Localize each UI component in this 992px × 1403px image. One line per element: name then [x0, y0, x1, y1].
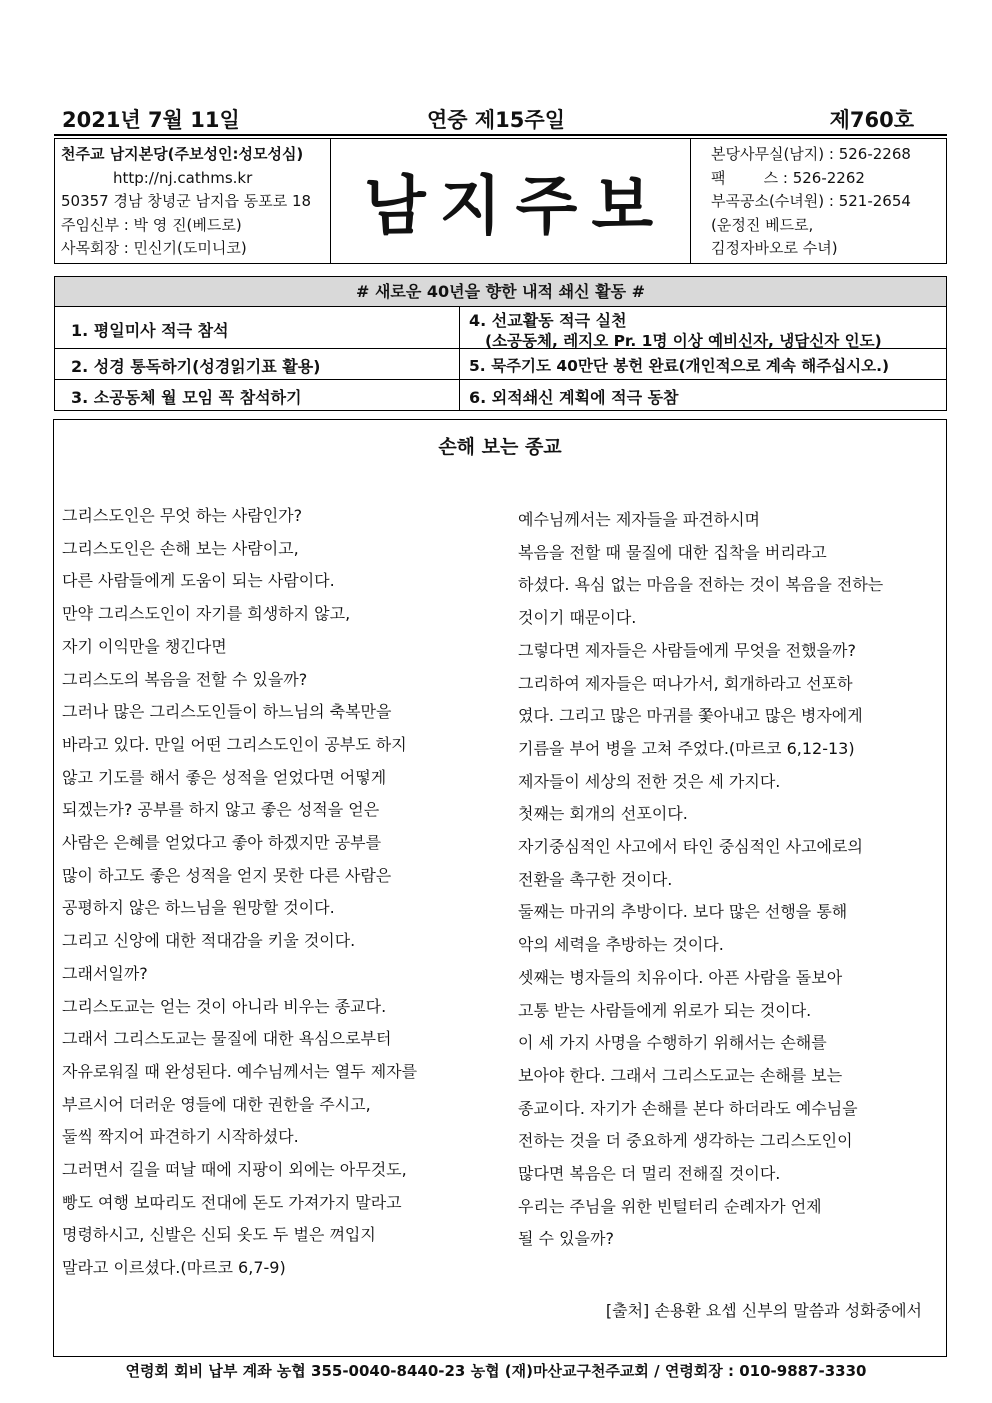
header-rule	[54, 134, 947, 136]
article-line: 우리는 주님을 위한 빈털터리 순례자가 언제	[518, 1196, 822, 1216]
fax: 팩 스 : 526-2262	[711, 168, 865, 187]
footer-account-info: 연령회 회비 납부 계좌 농협 355-0040-8440-23 농협 (재)마산교구천주교회 / 연령회장 : 010-9887-3330	[125, 1362, 867, 1380]
article-line: 그래서 그리스도교는 물질에 대한 욕심으로부터	[62, 1029, 392, 1049]
renewal-item-4: 4. 선교활동 적극 실천	[469, 311, 627, 330]
article-line: 그러면서 길을 떠날 때에 지팡이 외에는 아무것도,	[62, 1160, 407, 1180]
article-line: 다른 사람들에게 도움이 되는 사람이다.	[62, 571, 335, 591]
article-line: 첫째는 회개의 선포이다.	[518, 804, 688, 824]
article-line: 복음을 전할 때 물질에 대한 집착을 버리라고	[518, 542, 827, 562]
parish-address: 50357 경남 창녕군 남지읍 동포로 18	[61, 192, 312, 210]
issue-number: 제760호	[829, 108, 914, 132]
article-line: 셋째는 병자들의 치유이다. 아픈 사람을 돌보아	[518, 967, 843, 987]
bulletin-title: 남지주보	[363, 169, 668, 244]
article-line: 그리스도교는 얻는 것이 아니라 비우는 종교다.	[62, 996, 387, 1016]
article-line: 예수님께서는 제자들을 파견하시며	[518, 510, 761, 529]
article-line: 이 세 가지 사명을 수행하기 위해서는 손해를	[518, 1033, 827, 1053]
article-line: 부르시어 더러운 영들에 대한 권한을 주시고,	[62, 1094, 371, 1114]
article-title: 손해 보는 종교	[438, 436, 562, 458]
contact-info	[691, 139, 947, 263]
contact-note-1: (운정진 베드로,	[711, 215, 814, 234]
article-line: 말라고 이르셨다.(마르코 6,7-9)	[62, 1258, 286, 1278]
masthead-title-box	[331, 139, 691, 263]
renewal-item-5: 5. 묵주기도 40만단 봉헌 완료(개인적으로 계속 해주십시오.)	[469, 357, 890, 375]
article-line: 악의 세력을 추방하는 것이다.	[518, 935, 724, 955]
article-line: 그리스도인은 무엇 하는 사람인가?	[62, 506, 303, 525]
masthead	[54, 138, 947, 264]
article-line: 보아야 한다. 그래서 그리스도교는 손해를 보는	[518, 1065, 843, 1085]
renewal-table	[54, 276, 947, 411]
article-line: 되겠는가? 공부를 하지 않고 좋은 성적을 얻은	[62, 800, 380, 820]
article-line: 빵도 여행 보따리도 전대에 돈도 가져가지 말라고	[62, 1192, 402, 1212]
article-line: 하셨다. 욕심 없는 마음을 전하는 것이 복음을 전하는	[518, 575, 884, 595]
article-line: 그러나 많은 그리스도인들이 하느님의 축복만을	[62, 702, 392, 722]
article-line: 그리고 신앙에 대한 적대감을 키울 것이다.	[62, 931, 356, 951]
article-line: 많다면 복음은 더 멀리 전해질 것이다.	[518, 1164, 781, 1184]
article-line: 않고 기도를 해서 좋은 성적을 얻었다면 어떻게	[62, 767, 387, 787]
article-line: 그리스도의 복음을 전할 수 있을까?	[62, 669, 308, 689]
renewal-heading: # 새로운 40년을 향한 내적 쇄신 활동 #	[55, 277, 946, 307]
article-line: 자유로워질 때 완성된다. 예수님께서는 열두 제자를	[62, 1061, 418, 1081]
convent-phone: 부곡공소(수녀원) : 521-2654	[711, 192, 911, 210]
article-line: 명령하시고, 신발은 신되 옷도 두 벌은 껴입지	[62, 1225, 376, 1245]
article-line: 그리하여 제자들은 떠나가서, 회개하라고 선포하	[518, 673, 853, 693]
article-line: 만약 그리스도인이 자기를 희생하지 않고,	[62, 604, 351, 624]
liturgical-sunday: 연중 제15주일	[427, 108, 565, 132]
article-line: 종교이다. 자기가 손해를 본다 하더라도 예수님을	[518, 1098, 858, 1118]
article-line: 공평하지 않은 하느님을 원망할 것이다.	[62, 898, 335, 918]
renewal-item-4-detail: (소공동체, 레지오 Pr. 1명 이상 예비신자, 냉담신자 인도)	[485, 332, 882, 350]
article-line: 사람은 은혜를 얻었다고 좋아 하겠지만 공부를	[62, 833, 382, 853]
pastor: 주임신부 : 박 영 진(베드로)	[61, 215, 242, 234]
issue-date: 2021년 7월 11일	[62, 108, 240, 132]
article-line: 전하는 것을 더 중요하게 생각하는 그리스도인이	[518, 1131, 853, 1151]
article-box	[53, 419, 947, 1357]
article-line: 그래서일까?	[62, 963, 148, 983]
parish-info	[55, 139, 331, 263]
article-line: 바라고 있다. 만일 어떤 그리스도인이 공부도 하지	[62, 734, 407, 754]
article-line: 둘씩 짝지어 파견하기 시작하셨다.	[62, 1127, 299, 1147]
article-line: 그렇다면 제자들은 사람들에게 무엇을 전했을까?	[518, 640, 856, 660]
renewal-item-6: 6. 외적쇄신 계획에 적극 동참	[469, 388, 679, 407]
article-left-column	[62, 500, 482, 1285]
article-line: 제자들이 세상의 전한 것은 세 가지다.	[518, 771, 781, 791]
article-line: 자기 이익만을 챙긴다면	[62, 636, 227, 656]
article-line: 고통 받는 사람들에게 위로가 되는 것이다.	[518, 1000, 812, 1020]
office-phone: 본당사무실(남지) : 526-2268	[711, 145, 911, 163]
contact-note-2: 김정자바오로 수녀)	[711, 239, 838, 257]
article-line: 였다. 그리고 많은 마귀를 쫓아내고 많은 병자에게	[518, 706, 863, 726]
renewal-item-1: 1. 평일미사 적극 참석	[71, 321, 229, 340]
article-line: 자기중심적인 사고에서 타인 중심적인 사고에로의	[518, 837, 863, 857]
article-line: 둘째는 마귀의 추방이다. 보다 많은 선행을 통해	[518, 902, 848, 922]
article-source: [출처] 손용환 요셉 신부의 말씀과 성화중에서	[605, 1301, 922, 1320]
article-line: 많이 하고도 좋은 성적을 얻지 못한 다른 사람은	[62, 865, 392, 885]
renewal-item-3: 3. 소공동체 월 모임 꼭 참석하기	[71, 388, 302, 407]
article-line: 될 수 있을까?	[518, 1229, 614, 1249]
article-line: 전환을 촉구한 것이다.	[518, 869, 673, 889]
article-right-column	[518, 504, 938, 1256]
council-president: 사목회장 : 민신기(도미니코)	[61, 239, 247, 257]
article-line: 기름을 부어 병을 고쳐 주었다.(마르코 6,12-13)	[518, 738, 855, 758]
article-line: 그리스도인은 손해 보는 사람이고,	[62, 538, 299, 558]
parish-name: 천주교 남지본당(주보성인:성모성심)	[61, 145, 304, 163]
parish-url[interactable]: http://nj.cathms.kr	[113, 168, 253, 187]
article-line: 것이기 때문이다.	[518, 608, 637, 628]
table-divider	[459, 307, 460, 410]
table-row-rule	[55, 379, 946, 380]
renewal-item-2: 2. 성경 통독하기(성경읽기표 활용)	[71, 357, 321, 376]
